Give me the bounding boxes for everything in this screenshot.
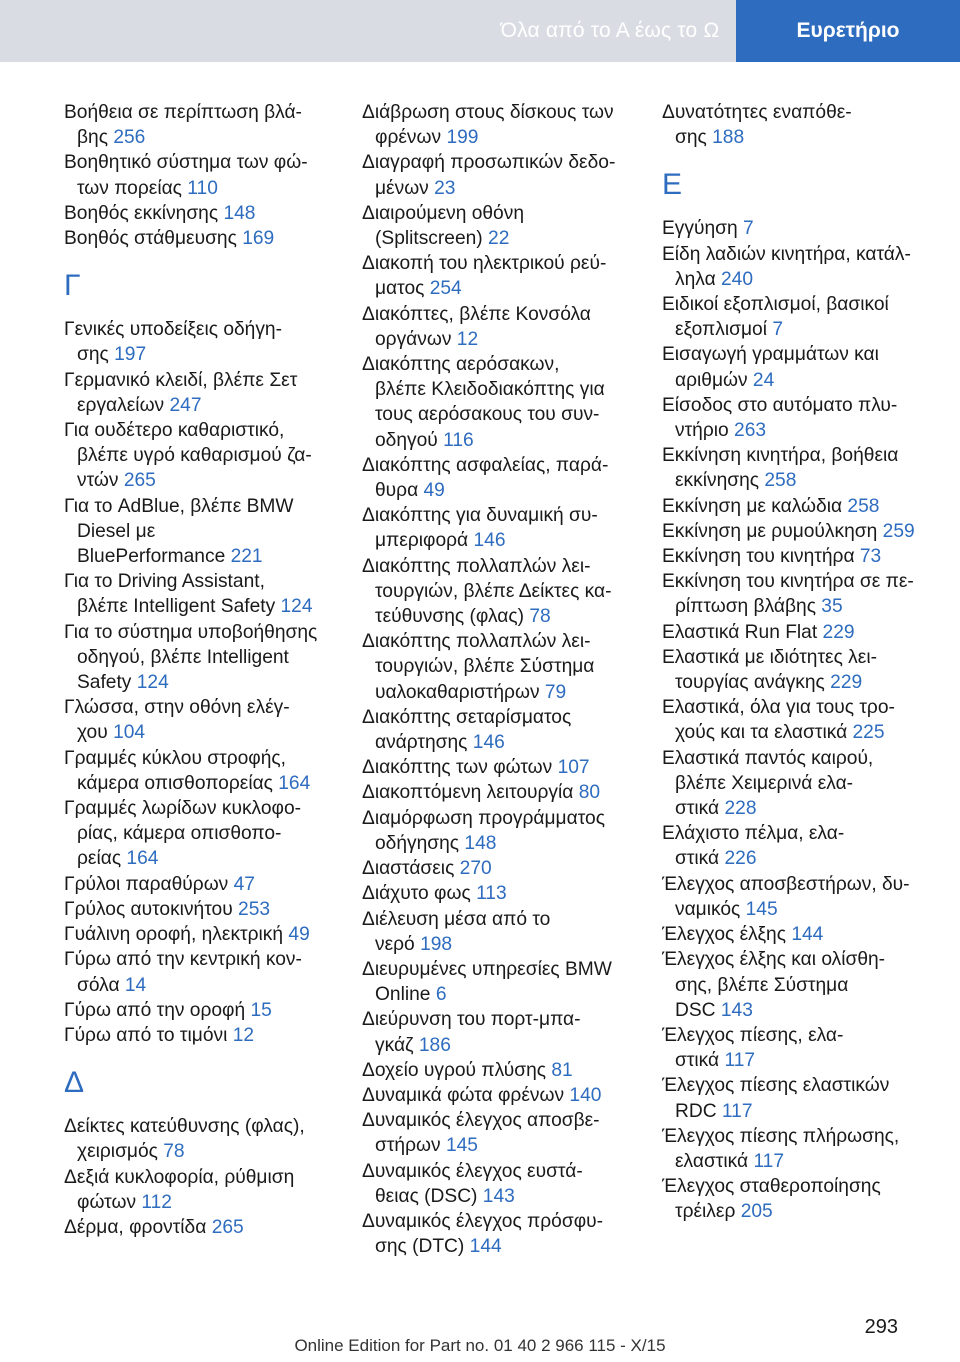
page-reference-link[interactable]: 258 [764,470,797,492]
index-entry-text: Διαστάσεις [362,858,455,880]
page-reference-link[interactable]: 144 [469,1236,502,1258]
index-entry-text: Δοχείο υγρού πλύσης [362,1059,546,1081]
index-entry-text: Δυναμικός έλεγχος ευστά- θειας (DSC) [362,1160,583,1207]
index-entry-text: Διακοπτόμενη λειτουργία [362,782,574,804]
index-column-3 [662,100,942,1225]
page-reference-link[interactable]: 186 [418,1034,451,1056]
index-entry-text: Για το Driving Assistant, βλέπε Intelligent Safety [64,571,276,618]
index-entry [662,519,942,544]
page-reference-link[interactable]: 112 [141,1191,172,1213]
breadcrumb[interactable]: Όλα από το Α έως το Ω [500,19,720,42]
page-reference-link[interactable]: 247 [169,394,202,416]
index-entry [362,705,642,755]
index-entry [64,998,344,1023]
index-entry [362,629,642,705]
index-entry [64,494,344,570]
page-header [0,0,960,62]
index-entry [362,1058,642,1083]
index-entry-text: Δείκτες κατεύθυνσης (φλας), χειρισμός [64,1116,305,1163]
index-entry-text: Γρύλοι παραθύρων [64,873,229,895]
index-entry-text: Ελαστικά παντός καιρού, βλέπε Χειμερινά ελα- στικά [662,747,874,820]
page-reference-link[interactable]: 263 [734,420,767,442]
page-number: 293 [864,1316,898,1338]
index-entry-text: Διέλευση μέσα από το νερό [362,908,551,955]
index-entry-text: Είσοδος στο αυτόματο πλυ- ντήριο [662,394,898,442]
index-entry [662,922,942,947]
page-reference-link[interactable]: 258 [847,495,880,517]
page-reference-link[interactable]: 228 [724,798,757,820]
index-entry [362,881,642,906]
index-entry [64,872,344,897]
index-entry-text: Ελαστικά Run Flat [662,621,818,643]
index-entry [362,453,642,503]
index-entry-text: Εισαγωγή γραμμάτων και αριθμών [662,344,879,391]
page-reference-link[interactable]: 143 [720,999,753,1021]
index-entry-text: Γύρω από την κεντρική κον- σόλα [64,949,302,996]
page-reference-link[interactable]: 78 [529,606,551,628]
index-entry-text: Διευρυμένες υπηρεσίες BMW Online [362,958,612,1006]
index-entry [662,620,942,645]
index-entry-text: Διακοπή του ηλεκτρικού ρεύ- ματος [362,253,607,300]
index-entry [362,251,642,301]
page-reference-link[interactable]: 7 [772,319,783,341]
index-entry [662,1073,942,1123]
index-entry [362,755,642,780]
index-entry [362,1007,642,1057]
page-reference-link[interactable]: 113 [476,883,507,905]
index-column-1 [64,100,344,1240]
index-entry-text: Για ουδέτερο καθαριστικό, βλέπε υγρό καθαρισμού ζα- ντών [64,420,312,492]
index-entry [662,393,942,443]
index-entry [662,443,942,493]
page-reference-link[interactable]: 265 [211,1216,244,1238]
index-entry-text: Διακόπτης σεταρίσματος ανάρτησης [362,706,572,754]
index-entry-text: Βοηθητικό σύστημα των φώ- των πορείας [64,152,308,199]
page-reference-link[interactable]: 49 [423,480,445,502]
page-reference-link[interactable]: 116 [443,429,474,451]
index-entry [64,922,344,947]
index-entry [662,292,942,342]
index-entry-text: Διακόπτης των φώτων [362,757,553,779]
index-entry-text: Ειδικοί εξοπλισμοί, βασικοί εξοπλισμοί [662,294,889,341]
page-reference-link[interactable]: 229 [822,621,855,643]
index-entry-text: Βοηθός εκκίνησης [64,202,219,224]
footer-edition: Online Edition for Part no. 01 40 2 966 115 - X/15 [294,1336,666,1355]
index-entry [64,317,344,367]
index-letter-heading: Γ [64,269,81,303]
page-reference-link[interactable]: 254 [429,278,462,300]
index-entry [64,201,344,226]
section-tab-index[interactable]: Ευρετήριο [736,0,960,62]
page-reference-link[interactable]: 117 [721,1100,753,1122]
index-entry-text: Βοηθός στάθμευσης [64,228,237,250]
index-entry-text: Εκκίνηση με καλώδια [662,495,843,517]
index-entry-text: Γύρω από την οροφή [64,999,246,1021]
index-entry [362,100,642,150]
index-entry [662,746,942,822]
index-entry-text: Διαγραφή προσωπικών δεδο- μένων [362,152,616,199]
index-entry-text: Διακόπτης για δυναμική συ- μπεριφορά [362,505,598,552]
index-entry-text: Εκκίνηση του κινητήρα σε πε- ρίπτωση βλάβης [662,571,914,618]
index-entry [662,821,942,871]
index-entry [64,418,344,494]
index-entry-text: Έλεγχος πίεσης πλήρωσης, ελαστικά [662,1125,900,1172]
index-entry-text: Έλεγχος πίεσης, ελα- στικά [662,1024,844,1072]
page-reference-link[interactable]: 146 [472,732,505,754]
index-entry [64,150,344,200]
index-entry [662,1174,942,1224]
page-reference-link[interactable]: 259 [882,520,915,542]
index-entry [64,1114,344,1164]
index-entry [64,796,344,872]
page-reference-link[interactable]: 6 [435,984,447,1006]
index-entry [64,226,344,251]
page-reference-link[interactable]: 79 [544,681,567,703]
index-entry [362,554,642,630]
page-reference-link[interactable]: 146 [473,530,506,552]
index-entry-text: Βοήθεια σε περίπτωση βλά- βης [64,102,302,149]
page-reference-link[interactable]: 265 [123,470,156,492]
index-entry-text: Δυνατότητες εναπόθε- σης [662,102,852,149]
index-entry-text: Γραμμές κύκλου στροφής, κάμερα οπισθοπορείας [64,747,286,794]
page-reference-link[interactable]: 270 [459,858,492,880]
page-reference-link[interactable]: 144 [791,924,824,946]
page-reference-link[interactable]: 49 [288,924,310,946]
index-entry-text: Γραμμές λωρίδων κυκλοφο- ρίας, κάμερα οπισθοπο- ρείας [64,798,302,870]
page-reference-link[interactable]: 14 [124,974,147,996]
page-reference-link[interactable]: 15 [250,999,272,1021]
index-entry-text: Διάβρωση στους δίσκους των φρένων [362,102,614,149]
index-entry-text: Εκκίνηση κινητήρα, βοήθεια εκκίνησης [662,445,899,492]
page-reference-link[interactable]: 197 [114,344,147,366]
index-entry-text: Είδη λαδιών κινητήρα, κατάλ- ληλα [662,243,911,290]
page-reference-link[interactable]: 35 [821,596,843,618]
index-entry-text: Έλεγχος πίεσης ελαστικών RDC [662,1075,890,1122]
index-entry [362,907,642,957]
index-entry [64,1165,344,1215]
index-entry [64,569,344,619]
index-entry-text: Δυναμικός έλεγχος πρόσφυ- σης (DTC) [362,1210,604,1258]
page-reference-link[interactable]: 226 [724,848,757,870]
page-reference-link[interactable]: 188 [712,127,745,149]
index-entry-text: Γυάλινη οροφή, ηλεκτρική [64,924,284,946]
page-reference-link[interactable]: 117 [724,1050,756,1072]
index-entry [362,302,642,352]
index-entry [362,150,642,200]
page-reference-link[interactable]: 110 [187,177,218,199]
index-entry [362,1108,642,1158]
page-reference-link[interactable]: 23 [434,177,456,199]
index-entry-text: Διάχυτο φως [362,883,471,905]
index-entry [64,1023,344,1048]
page-reference-link[interactable]: 47 [233,873,255,895]
index-entry-text: Γλώσσα, στην οθόνη ελέγ- χου [64,697,290,744]
index-entry-text: Γερμανικό κλειδί, βλέπε Σετ εργαλείων [64,369,298,416]
page-reference-link[interactable]: 124 [136,672,169,694]
index-entry-text: Δυναμικά φώτα φρένων [362,1084,565,1106]
page-reference-link[interactable]: 81 [551,1059,573,1081]
index-entry-text: Γύρω από το τιμόνι [64,1024,228,1046]
page-reference-link[interactable]: 229 [830,672,863,694]
page-reference-link[interactable]: 80 [578,782,601,804]
index-entry [362,503,642,553]
index-entry-text: Διακόπτης ασφαλείας, παρά- θυρα [362,454,609,502]
page-reference-link[interactable]: 164 [278,772,311,794]
index-entry [362,1209,642,1259]
index-entry [662,872,942,922]
page-reference-link[interactable]: 169 [242,228,275,250]
index-entry [64,620,344,696]
index-entry-text: Έλεγχος έλξης [662,924,786,946]
index-entry [64,368,344,418]
index-entry [64,947,344,997]
index-entry [662,1124,942,1174]
index-entry [362,957,642,1007]
index-entry [64,746,344,796]
index-entry-text: Έλεγχος αποσβεστήρων, δυ- ναμικός [662,873,910,920]
page-reference-link[interactable]: 7 [743,218,754,240]
page-reference-link[interactable]: 221 [230,546,263,568]
page-reference-link[interactable]: 107 [557,757,590,779]
index-letter-heading: Ε [662,168,683,202]
index-entry [662,494,942,519]
index-entry [64,1215,344,1240]
index-entry [662,1023,942,1073]
index-entry-text: Διακόπτης πολλαπλών λει- τουργιών, βλέπε Σύστημα υαλοκαθαριστήρων [362,631,595,703]
index-entry-text: Έλεγχος έλξης και ολίσθη- σης, βλέπε Σύστημα DSC [662,949,886,1021]
index-entry-text: Δέρμα, φροντίδα [64,1216,207,1238]
index-entry [662,100,942,150]
page-reference-link[interactable]: 104 [113,722,146,744]
page-reference-link[interactable]: 73 [859,546,882,568]
index-entry-text: Έλεγχος σταθεροποίησης τρέιλερ [662,1176,881,1223]
page-reference-link[interactable]: 145 [445,1135,478,1157]
page-reference-link[interactable]: 164 [126,848,159,870]
page-reference-link[interactable]: 225 [852,722,885,744]
page-reference-link[interactable]: 22 [488,228,510,250]
index-letter-heading: Δ [64,1066,85,1100]
index-entry-text: Διακόπτες, βλέπε Κονσόλα οργάνων [362,303,591,350]
page-reference-link[interactable]: 205 [740,1201,773,1223]
page-reference-link[interactable]: 253 [238,898,271,920]
index-entry-text: Εκκίνηση του κινητήρα [662,546,855,568]
index-entry [64,897,344,922]
page-reference-link[interactable]: 148 [223,202,256,224]
index-entry-text: Διαμόρφωση προγράμματος οδήγησης [362,807,605,854]
page-reference-link[interactable]: 148 [464,832,497,854]
index-entry-text: Για το σύστημα υποβοήθησης οδηγού, βλέπε Intelligent Safety [64,621,318,694]
index-entry [662,342,942,392]
index-column-2 [362,100,642,1259]
index-entry [362,352,642,453]
index-entry-text: Δυναμικός έλεγχος αποσβε- στήρων [362,1110,600,1157]
index-entry [662,947,942,1023]
page-reference-link[interactable]: 145 [745,898,778,920]
index-entry [662,242,942,292]
index-entry-text: Εγγύηση [662,218,738,240]
page-reference-link[interactable]: 198 [420,933,453,955]
index-entry [362,780,642,805]
index-entry-text: Διακόπτης αερόσακων, βλέπε Κλειδοδιακόπτης για τους αερόσακους του συν- οδηγού [362,354,605,451]
page-reference-link[interactable]: 143 [482,1185,515,1207]
index-entry-text: Διαιρούμενη οθόνη (Splitscreen) [362,202,524,250]
index-entry-text: Δεξιά κυκλοφορία, ρύθμιση φώτων [64,1166,295,1213]
index-entry [362,806,642,856]
index-entry [362,1159,642,1209]
page-reference-link[interactable]: 12 [456,328,479,350]
index-entry-text: Για το AdBlue, βλέπε BMW Diesel με BluePerformance [64,495,294,568]
page-reference-link[interactable]: 24 [752,369,775,391]
page-reference-link[interactable]: 140 [569,1084,602,1106]
index-entry [64,100,344,150]
page-reference-link[interactable]: 117 [753,1150,785,1172]
index-entry [662,544,942,569]
index-entry [662,569,942,619]
index-entry [64,695,344,745]
page-reference-link[interactable]: 78 [163,1141,185,1163]
page-reference-link[interactable]: 240 [721,268,754,290]
index-entry-text: Διακόπτης πολλαπλών λει- τουργιών, βλέπε Δείκτες κα- τεύθυνσης (φλας) [362,555,612,628]
index-entry [662,216,942,241]
index-entry [362,856,642,881]
index-entry [662,645,942,695]
page-reference-link[interactable]: 199 [446,127,479,149]
index-entry-text: Ελαστικά, όλα για τους τρο- χούς και τα ελαστικά [662,697,895,744]
index-entry-text: Γρύλος αυτοκινήτου [64,898,233,920]
index-entry-text: Γενικές υποδείξεις οδήγη- σης [64,319,282,366]
page-reference-link[interactable]: 124 [280,596,313,618]
page-reference-link[interactable]: 12 [232,1024,255,1046]
index-entry [362,201,642,251]
page-reference-link[interactable]: 256 [113,127,146,149]
index-entry [362,1083,642,1108]
index-entry-text: Ελαστικά με ιδιότητες λει- τουργίας ανάγκης [662,646,877,694]
index-entry-text: Εκκίνηση με ρυμούλκηση [662,520,878,542]
index-entry-text: Διεύρυνση του πορτ-μπα- γκάζ [362,1009,581,1056]
index-entry [662,695,942,745]
index-entry-text: Ελάχιστο πέλμα, ελα- στικά [662,823,845,870]
